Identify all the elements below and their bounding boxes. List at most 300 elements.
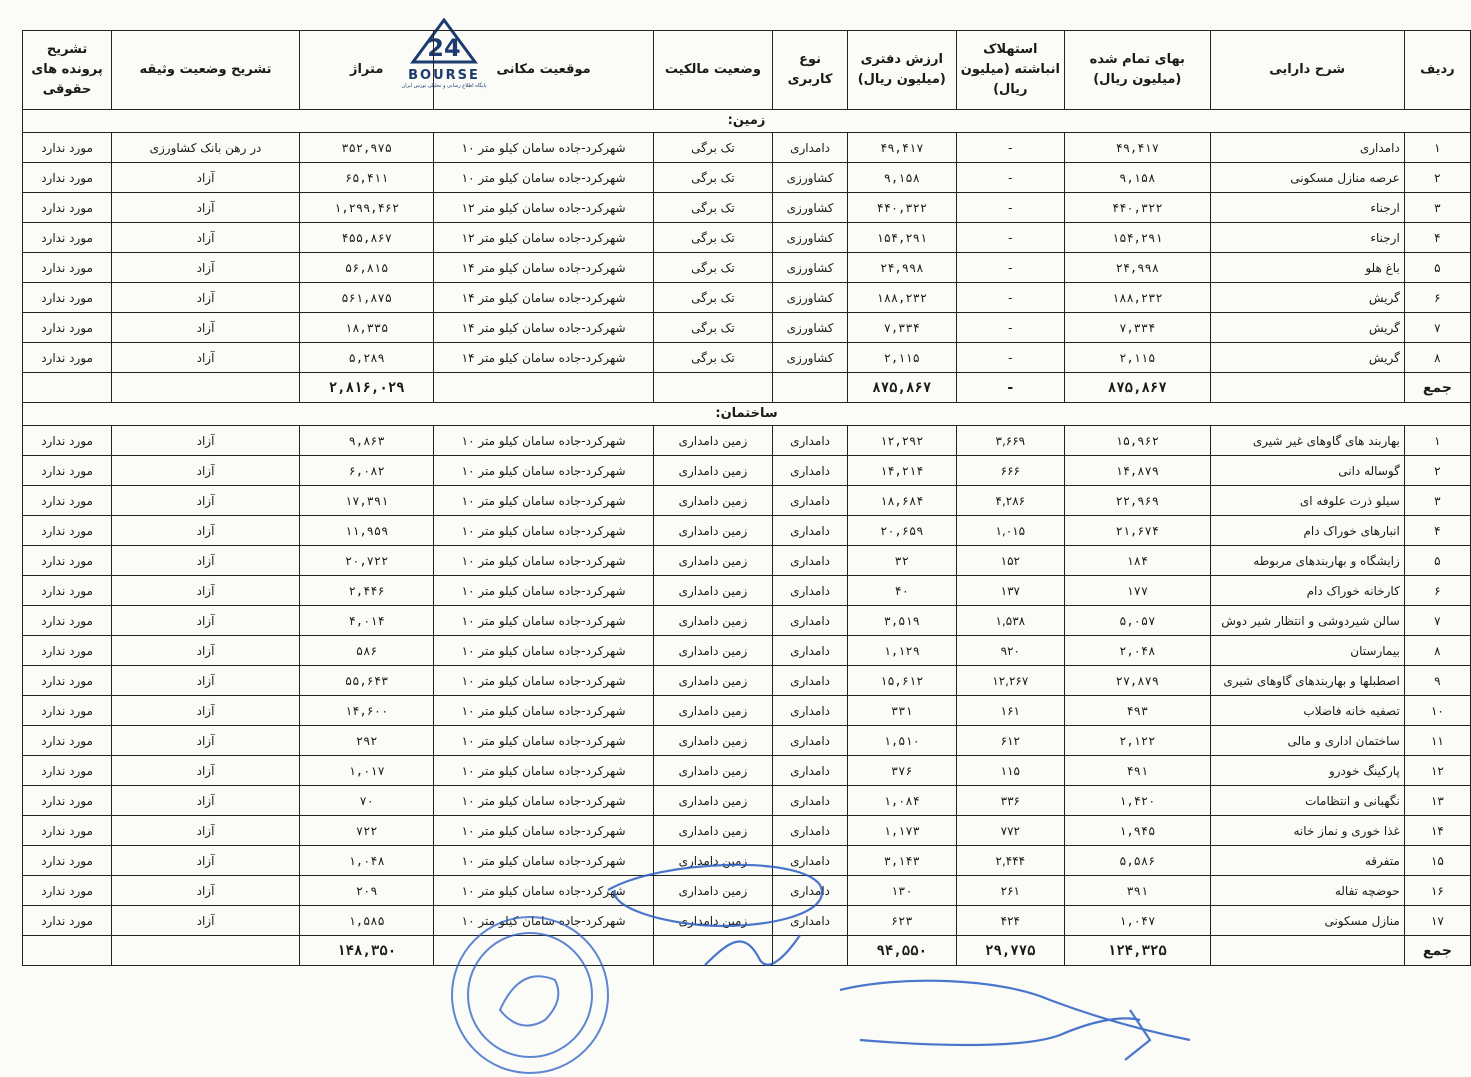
building-row-number-cell: ۱۳ xyxy=(1404,786,1470,816)
building-row-number-cell: ۲ xyxy=(1404,456,1470,486)
land-usage-type-cell: کشاورزی xyxy=(773,163,848,193)
land-accum-depr-cell: - xyxy=(956,253,1065,283)
building-ownership-cell: زمین دامداری xyxy=(653,516,772,546)
empty-cell xyxy=(434,936,653,966)
land-asset-desc-cell: دامداری xyxy=(1210,133,1404,163)
land-asset-desc-cell: گریش xyxy=(1210,313,1404,343)
building-usage-type-cell: دامداری xyxy=(773,516,848,546)
land-accum-depr-cell: - xyxy=(956,193,1065,223)
building-book-value-cell: ۱۵,۶۱۲ xyxy=(848,666,957,696)
land-collateral-cell: آزاد xyxy=(112,343,300,373)
land-table-row xyxy=(23,193,1471,223)
header-usage-type: نوع کاربری xyxy=(773,31,848,110)
building-collateral-cell: آزاد xyxy=(112,636,300,666)
building-area-cell: ۲۰,۷۲۲ xyxy=(299,546,434,576)
building-table-row xyxy=(23,456,1471,486)
building-asset-desc-cell: منازل مسکونی xyxy=(1210,906,1404,936)
building-legal-status-cell: مورد ندارد xyxy=(23,636,112,666)
building-row-number-cell: ۳ xyxy=(1404,486,1470,516)
land-row-number-cell: ۲ xyxy=(1404,163,1470,193)
building-book-value-cell: ۱۸,۶۸۴ xyxy=(848,486,957,516)
building-completed-cost-cell: ۴۹۳ xyxy=(1065,696,1210,726)
land-book-value-cell: ۴۴۰,۳۲۲ xyxy=(848,193,957,223)
land-accum-depr-cell: - xyxy=(956,343,1065,373)
land-collateral-cell: در رهن بانک کشاورزی xyxy=(112,133,300,163)
building-usage-type-cell: دامداری xyxy=(773,486,848,516)
land-book-value-cell: ۹,۱۵۸ xyxy=(848,163,957,193)
land-ownership-cell: تک برگی xyxy=(653,163,772,193)
land-asset-desc-cell: ارجناء xyxy=(1210,223,1404,253)
building-collateral-cell: آزاد xyxy=(112,516,300,546)
building-accum-depr-cell: ۱۲,۲۶۷ xyxy=(956,666,1065,696)
building-ownership-cell: زمین دامداری xyxy=(653,576,772,606)
header-area: متراژ xyxy=(299,31,434,110)
building-book-value-cell: ۱,۱۲۹ xyxy=(848,636,957,666)
land-completed-cost-cell: ۴۴۰,۳۲۲ xyxy=(1065,193,1210,223)
building-row-number-cell: ۱ xyxy=(1404,426,1470,456)
building-section-title: ساختمان: xyxy=(23,403,1471,426)
building-location-cell: شهرکرد-جاده سامان کیلو متر ۱۰ xyxy=(434,906,653,936)
land-location-cell: شهرکرد-جاده سامان کیلو متر ۱۲ xyxy=(434,223,653,253)
land-location-cell: شهرکرد-جاده سامان کیلو متر ۱۴ xyxy=(434,283,653,313)
land-row-number-cell: ۷ xyxy=(1404,313,1470,343)
building-collateral-cell: آزاد xyxy=(112,456,300,486)
building-row-number-cell: ۱۵ xyxy=(1404,846,1470,876)
building-table-row xyxy=(23,636,1471,666)
land-collateral-cell: آزاد xyxy=(112,163,300,193)
building-legal-status-cell: مورد ندارد xyxy=(23,696,112,726)
header-row-no: ردیف xyxy=(1404,31,1470,110)
land-asset-desc-cell: عرصه منازل مسکونی xyxy=(1210,163,1404,193)
land-row-number-cell: ۴ xyxy=(1404,223,1470,253)
building-completed-cost-cell: ۱۸۴ xyxy=(1065,546,1210,576)
building-accum-depr-cell: ۴۲۴ xyxy=(956,906,1065,936)
empty-cell xyxy=(653,373,772,403)
building-asset-desc-cell: بیمارستان xyxy=(1210,636,1404,666)
building-legal-status-cell: مورد ندارد xyxy=(23,666,112,696)
land-total-area: ۲,۸۱۶,۰۲۹ xyxy=(299,373,434,403)
building-book-value-cell: ۳۳۱ xyxy=(848,696,957,726)
building-area-cell: ۱,۰۴۸ xyxy=(299,846,434,876)
building-asset-desc-cell: سیلو ذرت علوفه ای xyxy=(1210,486,1404,516)
building-collateral-cell: آزاد xyxy=(112,726,300,756)
building-area-cell: ۱,۵۸۵ xyxy=(299,906,434,936)
land-location-cell: شهرکرد-جاده سامان کیلو متر ۱۲ xyxy=(434,193,653,223)
building-ownership-cell: زمین دامداری xyxy=(653,606,772,636)
land-area-cell: ۶۵,۴۱۱ xyxy=(299,163,434,193)
building-asset-desc-cell: زایشگاه و بهاربندهای مربوطه xyxy=(1210,546,1404,576)
land-legal-status-cell: مورد ندارد xyxy=(23,253,112,283)
building-usage-type-cell: دامداری xyxy=(773,876,848,906)
land-row-number-cell: ۵ xyxy=(1404,253,1470,283)
building-table-row xyxy=(23,576,1471,606)
empty-cell xyxy=(23,373,112,403)
building-asset-desc-cell: بهاربند های گاوهای غیر شیری xyxy=(1210,426,1404,456)
land-collateral-cell: آزاد xyxy=(112,223,300,253)
building-book-value-cell: ۱,۰۸۴ xyxy=(848,786,957,816)
empty-cell xyxy=(23,936,112,966)
land-asset-desc-cell: ارجناء xyxy=(1210,193,1404,223)
land-row-number-cell: ۱ xyxy=(1404,133,1470,163)
assets-table xyxy=(22,30,1471,966)
land-legal-status-cell: مورد ندارد xyxy=(23,193,112,223)
building-row-number-cell: ۱۰ xyxy=(1404,696,1470,726)
building-area-cell: ۹,۸۶۳ xyxy=(299,426,434,456)
land-legal-status-cell: مورد ندارد xyxy=(23,313,112,343)
land-accum-depr-cell: - xyxy=(956,133,1065,163)
building-legal-status-cell: مورد ندارد xyxy=(23,876,112,906)
building-legal-status-cell: مورد ندارد xyxy=(23,726,112,756)
building-area-cell: ۱۱,۹۵۹ xyxy=(299,516,434,546)
land-total-row xyxy=(23,373,1471,403)
header-asset-desc: شرح دارایی xyxy=(1210,31,1404,110)
building-asset-desc-cell: غذا خوری و نماز خانه xyxy=(1210,816,1404,846)
building-asset-desc-cell: پارکینگ خودرو xyxy=(1210,756,1404,786)
land-asset-desc-cell: باغ هلو xyxy=(1210,253,1404,283)
land-legal-status-cell: مورد ندارد xyxy=(23,133,112,163)
building-usage-type-cell: دامداری xyxy=(773,456,848,486)
building-legal-status-cell: مورد ندارد xyxy=(23,846,112,876)
building-completed-cost-cell: ۱,۰۴۷ xyxy=(1065,906,1210,936)
land-area-cell: ۵,۲۸۹ xyxy=(299,343,434,373)
building-legal-status-cell: مورد ندارد xyxy=(23,906,112,936)
building-row-number-cell: ۱۴ xyxy=(1404,816,1470,846)
building-collateral-cell: آزاد xyxy=(112,606,300,636)
land-location-cell: شهرکرد-جاده سامان کیلو متر ۱۴ xyxy=(434,253,653,283)
building-asset-desc-cell: ساختمان اداری و مالی xyxy=(1210,726,1404,756)
building-collateral-cell: آزاد xyxy=(112,846,300,876)
building-book-value-cell: ۶۲۳ xyxy=(848,906,957,936)
building-completed-cost-cell: ۵,۰۵۷ xyxy=(1065,606,1210,636)
building-accum-depr-cell: ۷۷۲ xyxy=(956,816,1065,846)
header-book-value: ارزش دفتری (میلیون ریال) xyxy=(848,31,957,110)
building-table-row xyxy=(23,846,1471,876)
building-accum-depr-cell: ۱,۵۳۸ xyxy=(956,606,1065,636)
building-legal-status-cell: مورد ندارد xyxy=(23,756,112,786)
land-section-title: زمین: xyxy=(23,110,1471,133)
building-table-row xyxy=(23,516,1471,546)
building-area-cell: ۱۷,۳۹۱ xyxy=(299,486,434,516)
building-legal-status-cell: مورد ندارد xyxy=(23,486,112,516)
building-location-cell: شهرکرد-جاده سامان کیلو متر ۱۰ xyxy=(434,666,653,696)
land-asset-desc-cell: گریش xyxy=(1210,283,1404,313)
building-ownership-cell: زمین دامداری xyxy=(653,846,772,876)
building-book-value-cell: ۱۴,۲۱۴ xyxy=(848,456,957,486)
land-book-value-cell: ۱۸۸,۲۳۲ xyxy=(848,283,957,313)
land-book-value-cell: ۲,۱۱۵ xyxy=(848,343,957,373)
building-completed-cost-cell: ۲,۰۴۸ xyxy=(1065,636,1210,666)
header-location: موقعیت مکانی xyxy=(434,31,653,110)
building-asset-desc-cell: تصفیه خانه فاضلاب xyxy=(1210,696,1404,726)
building-completed-cost-cell: ۳۹۱ xyxy=(1065,876,1210,906)
building-row-number-cell: ۷ xyxy=(1404,606,1470,636)
building-ownership-cell: زمین دامداری xyxy=(653,666,772,696)
building-book-value-cell: ۱,۱۷۳ xyxy=(848,816,957,846)
building-book-value-cell: ۳,۵۱۹ xyxy=(848,606,957,636)
building-area-cell: ۱,۰۱۷ xyxy=(299,756,434,786)
land-accum-depr-cell: - xyxy=(956,163,1065,193)
land-completed-cost-cell: ۲۴,۹۹۸ xyxy=(1065,253,1210,283)
building-completed-cost-cell: ۵,۵۸۶ xyxy=(1065,846,1210,876)
land-completed-cost-cell: ۷,۳۳۴ xyxy=(1065,313,1210,343)
building-location-cell: شهرکرد-جاده سامان کیلو متر ۱۰ xyxy=(434,606,653,636)
land-usage-type-cell: کشاورزی xyxy=(773,313,848,343)
building-legal-status-cell: مورد ندارد xyxy=(23,456,112,486)
building-total-book: ۹۴,۵۵۰ xyxy=(848,936,957,966)
building-table-row xyxy=(23,816,1471,846)
building-usage-type-cell: دامداری xyxy=(773,846,848,876)
land-collateral-cell: آزاد xyxy=(112,313,300,343)
empty-cell xyxy=(653,936,772,966)
building-collateral-cell: آزاد xyxy=(112,486,300,516)
building-total-depr: ۲۹,۷۷۵ xyxy=(956,936,1065,966)
building-asset-desc-cell: حوضچه تفاله xyxy=(1210,876,1404,906)
building-legal-status-cell: مورد ندارد xyxy=(23,816,112,846)
building-row-number-cell: ۶ xyxy=(1404,576,1470,606)
land-accum-depr-cell: - xyxy=(956,223,1065,253)
building-usage-type-cell: دامداری xyxy=(773,816,848,846)
svg-text:24: 24 xyxy=(427,34,461,62)
land-collateral-cell: آزاد xyxy=(112,193,300,223)
land-book-value-cell: ۴۹,۴۱۷ xyxy=(848,133,957,163)
land-accum-depr-cell: - xyxy=(956,283,1065,313)
building-completed-cost-cell: ۴۹۱ xyxy=(1065,756,1210,786)
building-completed-cost-cell: ۱۴,۸۷۹ xyxy=(1065,456,1210,486)
empty-cell xyxy=(1210,373,1404,403)
building-legal-status-cell: مورد ندارد xyxy=(23,576,112,606)
building-location-cell: شهرکرد-جاده سامان کیلو متر ۱۰ xyxy=(434,636,653,666)
header-completed-cost: بهای تمام شده (میلیون ریال) xyxy=(1065,31,1210,110)
building-row-number-cell: ۹ xyxy=(1404,666,1470,696)
logo-text: BOURSE xyxy=(408,68,480,83)
building-area-cell: ۶,۰۸۲ xyxy=(299,456,434,486)
building-completed-cost-cell: ۱,۴۲۰ xyxy=(1065,786,1210,816)
land-usage-type-cell: کشاورزی xyxy=(773,253,848,283)
building-total-row xyxy=(23,936,1471,966)
building-legal-status-cell: مورد ندارد xyxy=(23,546,112,576)
building-location-cell: شهرکرد-جاده سامان کیلو متر ۱۰ xyxy=(434,696,653,726)
building-usage-type-cell: دامداری xyxy=(773,546,848,576)
land-row-number-cell: ۶ xyxy=(1404,283,1470,313)
building-area-cell: ۲۹۲ xyxy=(299,726,434,756)
land-accum-depr-cell: - xyxy=(956,313,1065,343)
building-collateral-cell: آزاد xyxy=(112,576,300,606)
building-accum-depr-cell: ۶۶۶ xyxy=(956,456,1065,486)
building-row-number-cell: ۱۱ xyxy=(1404,726,1470,756)
land-collateral-cell: آزاد xyxy=(112,253,300,283)
building-location-cell: شهرکرد-جاده سامان کیلو متر ۱۰ xyxy=(434,516,653,546)
building-accum-depr-cell: ۳۳۶ xyxy=(956,786,1065,816)
building-accum-depr-cell: ۴,۲۸۶ xyxy=(956,486,1065,516)
building-ownership-cell: زمین دامداری xyxy=(653,456,772,486)
land-area-cell: ۵۶۱,۸۷۵ xyxy=(299,283,434,313)
building-accum-depr-cell: ۱۳۷ xyxy=(956,576,1065,606)
land-usage-type-cell: کشاورزی xyxy=(773,283,848,313)
building-ownership-cell: زمین دامداری xyxy=(653,816,772,846)
land-completed-cost-cell: ۱۵۴,۲۹۱ xyxy=(1065,223,1210,253)
building-legal-status-cell: مورد ندارد xyxy=(23,606,112,636)
land-area-cell: ۳۵۲,۹۷۵ xyxy=(299,133,434,163)
building-collateral-cell: آزاد xyxy=(112,906,300,936)
building-completed-cost-cell: ۲۲,۹۶۹ xyxy=(1065,486,1210,516)
building-section-title-row xyxy=(23,403,1471,426)
land-asset-desc-cell: گریش xyxy=(1210,343,1404,373)
building-accum-depr-cell: ۲,۴۴۴ xyxy=(956,846,1065,876)
building-asset-desc-cell: گوساله دانی xyxy=(1210,456,1404,486)
building-book-value-cell: ۱۳۰ xyxy=(848,876,957,906)
building-table-row xyxy=(23,756,1471,786)
building-accum-depr-cell: ۳,۶۶۹ xyxy=(956,426,1065,456)
empty-cell xyxy=(773,373,848,403)
land-ownership-cell: تک برگی xyxy=(653,253,772,283)
building-total-area: ۱۴۸,۳۵۰ xyxy=(299,936,434,966)
building-location-cell: شهرکرد-جاده سامان کیلو متر ۱۰ xyxy=(434,786,653,816)
building-asset-desc-cell: متفرقه xyxy=(1210,846,1404,876)
building-location-cell: شهرکرد-جاده سامان کیلو متر ۱۰ xyxy=(434,486,653,516)
building-book-value-cell: ۳۷۶ xyxy=(848,756,957,786)
building-ownership-cell: زمین دامداری xyxy=(653,636,772,666)
header-accum-depr: استهلاک انباشته (میلیون ریال) xyxy=(956,31,1065,110)
empty-cell xyxy=(1210,936,1404,966)
land-completed-cost-cell: ۱۸۸,۲۳۲ xyxy=(1065,283,1210,313)
building-total-section xyxy=(23,936,1471,966)
building-location-cell: شهرکرد-جاده سامان کیلو متر ۱۰ xyxy=(434,456,653,486)
building-accum-depr-cell: ۲۶۱ xyxy=(956,876,1065,906)
land-area-cell: ۱,۲۹۹,۴۶۲ xyxy=(299,193,434,223)
building-row-number-cell: ۱۷ xyxy=(1404,906,1470,936)
land-legal-status-cell: مورد ندارد xyxy=(23,283,112,313)
building-collateral-cell: آزاد xyxy=(112,816,300,846)
land-section-title-row xyxy=(23,110,1471,133)
land-total-section xyxy=(23,373,1471,403)
land-area-cell: ۵۶,۸۱۵ xyxy=(299,253,434,283)
empty-cell xyxy=(773,936,848,966)
building-accum-depr-cell: ۱,۰۱۵ xyxy=(956,516,1065,546)
land-total-book: ۸۷۵,۸۶۷ xyxy=(848,373,957,403)
building-table-row xyxy=(23,786,1471,816)
building-row-number-cell: ۱۶ xyxy=(1404,876,1470,906)
land-ownership-cell: تک برگی xyxy=(653,313,772,343)
building-book-value-cell: ۳,۱۴۳ xyxy=(848,846,957,876)
building-ownership-cell: زمین دامداری xyxy=(653,486,772,516)
land-book-value-cell: ۲۴,۹۹۸ xyxy=(848,253,957,283)
building-completed-cost-cell: ۲۱,۶۷۴ xyxy=(1065,516,1210,546)
building-book-value-cell: ۲۰,۶۵۹ xyxy=(848,516,957,546)
building-collateral-cell: آزاد xyxy=(112,876,300,906)
building-accum-depr-cell: ۱۱۵ xyxy=(956,756,1065,786)
building-usage-type-cell: دامداری xyxy=(773,756,848,786)
building-table-row xyxy=(23,546,1471,576)
building-legal-status-cell: مورد ندارد xyxy=(23,426,112,456)
building-location-cell: شهرکرد-جاده سامان کیلو متر ۱۰ xyxy=(434,846,653,876)
land-usage-type-cell: کشاورزی xyxy=(773,193,848,223)
header-ownership: وضعیت مالکیت xyxy=(653,31,772,110)
land-location-cell: شهرکرد-جاده سامان کیلو متر ۱۴ xyxy=(434,313,653,343)
header-legal: تشریح پرونده های حقوقی xyxy=(23,31,112,110)
building-area-cell: ۵۵,۶۴۳ xyxy=(299,666,434,696)
building-row-number-cell: ۴ xyxy=(1404,516,1470,546)
building-row-number-cell: ۸ xyxy=(1404,636,1470,666)
building-ownership-cell: زمین دامداری xyxy=(653,786,772,816)
building-collateral-cell: آزاد xyxy=(112,546,300,576)
land-usage-type-cell: کشاورزی xyxy=(773,223,848,253)
building-collateral-cell: آزاد xyxy=(112,426,300,456)
building-ownership-cell: زمین دامداری xyxy=(653,876,772,906)
land-usage-type-cell: دامداری xyxy=(773,133,848,163)
land-usage-type-cell: کشاورزی xyxy=(773,343,848,373)
building-location-cell: شهرکرد-جاده سامان کیلو متر ۱۰ xyxy=(434,546,653,576)
building-usage-type-cell: دامداری xyxy=(773,666,848,696)
land-ownership-cell: تک برگی xyxy=(653,133,772,163)
building-location-cell: شهرکرد-جاده سامان کیلو متر ۱۰ xyxy=(434,576,653,606)
land-total-depr: - xyxy=(956,373,1065,403)
land-collateral-cell: آزاد xyxy=(112,283,300,313)
building-ownership-cell: زمین دامداری xyxy=(653,726,772,756)
building-usage-type-cell: دامداری xyxy=(773,696,848,726)
building-usage-type-cell: دامداری xyxy=(773,786,848,816)
building-usage-type-cell: دامداری xyxy=(773,576,848,606)
land-table-row xyxy=(23,163,1471,193)
empty-cell xyxy=(112,936,300,966)
building-location-cell: شهرکرد-جاده سامان کیلو متر ۱۰ xyxy=(434,876,653,906)
building-collateral-cell: آزاد xyxy=(112,786,300,816)
building-area-cell: ۲,۴۴۶ xyxy=(299,576,434,606)
building-location-cell: شهرکرد-جاده سامان کیلو متر ۱۰ xyxy=(434,756,653,786)
building-usage-type-cell: دامداری xyxy=(773,906,848,936)
building-usage-type-cell: دامداری xyxy=(773,636,848,666)
building-area-cell: ۵۸۶ xyxy=(299,636,434,666)
building-ownership-cell: زمین دامداری xyxy=(653,426,772,456)
land-location-cell: شهرکرد-جاده سامان کیلو متر ۱۰ xyxy=(434,133,653,163)
land-legal-status-cell: مورد ندارد xyxy=(23,223,112,253)
building-book-value-cell: ۴۰ xyxy=(848,576,957,606)
building-book-value-cell: ۳۲ xyxy=(848,546,957,576)
land-location-cell: شهرکرد-جاده سامان کیلو متر ۱۴ xyxy=(434,343,653,373)
building-area-cell: ۴,۰۱۴ xyxy=(299,606,434,636)
land-table-row xyxy=(23,283,1471,313)
building-area-cell: ۲۰۹ xyxy=(299,876,434,906)
land-ownership-cell: تک برگی xyxy=(653,193,772,223)
building-location-cell: شهرکرد-جاده سامان کیلو متر ۱۰ xyxy=(434,816,653,846)
building-usage-type-cell: دامداری xyxy=(773,426,848,456)
land-legal-status-cell: مورد ندارد xyxy=(23,163,112,193)
land-completed-cost-cell: ۹,۱۵۸ xyxy=(1065,163,1210,193)
table-header-row xyxy=(23,31,1471,110)
building-ownership-cell: زمین دامداری xyxy=(653,906,772,936)
building-collateral-cell: آزاد xyxy=(112,666,300,696)
building-asset-desc-cell: نگهبانی و انتظامات xyxy=(1210,786,1404,816)
building-completed-cost-cell: ۱۷۷ xyxy=(1065,576,1210,606)
building-accum-depr-cell: ۱۵۲ xyxy=(956,546,1065,576)
building-table-row xyxy=(23,696,1471,726)
building-area-cell: ۱۴,۶۰۰ xyxy=(299,696,434,726)
land-table-row xyxy=(23,223,1471,253)
land-table-row xyxy=(23,343,1471,373)
building-table-row xyxy=(23,876,1471,906)
building-collateral-cell: آزاد xyxy=(112,756,300,786)
land-ownership-cell: تک برگی xyxy=(653,343,772,373)
building-row-number-cell: ۵ xyxy=(1404,546,1470,576)
building-asset-desc-cell: سالن شیردوشی و انتظار شیر دوش xyxy=(1210,606,1404,636)
land-area-cell: ۴۵۵,۸۶۷ xyxy=(299,223,434,253)
land-table-row xyxy=(23,253,1471,283)
building-book-value-cell: ۱۲,۲۹۲ xyxy=(848,426,957,456)
building-accum-depr-cell: ۱۶۱ xyxy=(956,696,1065,726)
land-total-cost: ۸۷۵,۸۶۷ xyxy=(1065,373,1210,403)
building-location-cell: شهرکرد-جاده سامان کیلو متر ۱۰ xyxy=(434,426,653,456)
land-table-row xyxy=(23,313,1471,343)
building-row-number-cell: ۱۲ xyxy=(1404,756,1470,786)
